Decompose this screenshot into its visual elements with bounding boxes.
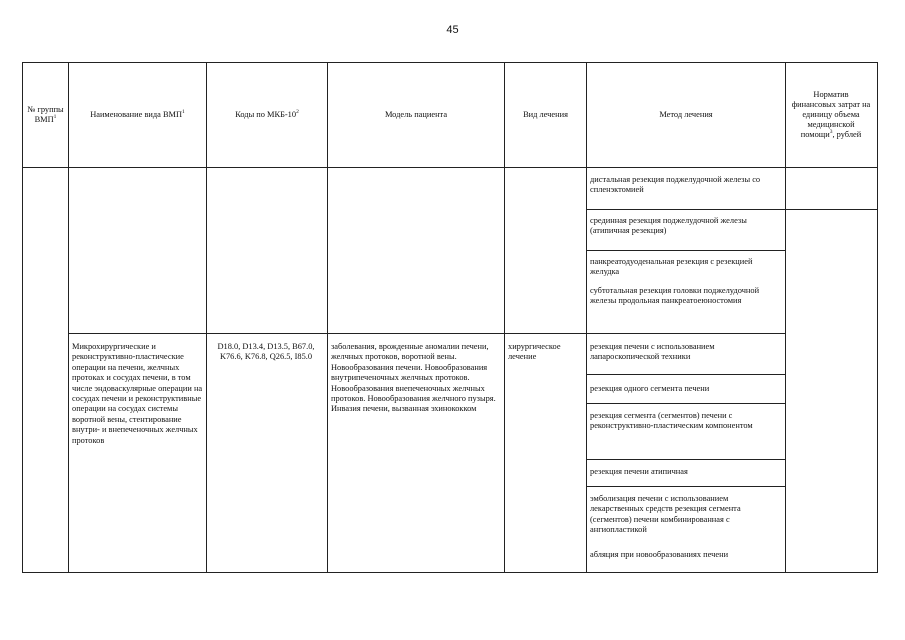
header-vmp-name: Наименование вида ВМП$^1$ xyxy=(90,109,185,119)
page-number: 45 xyxy=(446,24,459,36)
treatment-type-cell: хирургическое лечение xyxy=(508,342,561,362)
method-cell: резекция сегмента (сегментов) печени с реконструктивно-пластическим компонентом xyxy=(590,411,753,431)
method-cell: субтотальная резекция головки поджелудочной железы продольная панкреатоеюностомия xyxy=(590,286,760,306)
method-cell: резекция одного сегмента печени xyxy=(590,384,710,393)
header-treatment-method: Метод лечения xyxy=(659,110,713,119)
header-treatment-type: Вид лечения xyxy=(523,110,568,119)
method-cell: абляция при новообразованиях печени xyxy=(590,550,729,559)
header-group-no: № группы ВМП$^1$ xyxy=(27,105,64,124)
method-cell: срединная резекция поджелудочной железы (атипичная резекция) xyxy=(590,216,747,236)
vmp-name-cell: Микрохирургические и реконструктивно-пластические операции на печени, желчных протоках и сосудах печени, в том числе эндоваскулярные операции на сосудах печени и реконструктивные операции на сосудах системы воротной вены, стентирование внутри- и внепеченочных желчных протоков xyxy=(72,342,203,445)
icd-codes-cell: D18.0, D13.4, D13.5, B67.0, K76.6, K76.8, Q26.5, I85.0 xyxy=(217,342,315,362)
method-cell: резекция печени атипичная xyxy=(590,467,688,476)
method-cell: панкреатодуоденальная резекция с резекцией желудка xyxy=(590,257,753,277)
method-cell: резекция печени с использованием лапароскопической техники xyxy=(590,342,715,362)
header-patient-model: Модель пациента xyxy=(384,110,448,119)
method-cell: дистальная резекция поджелудочной железы со спленэктомией xyxy=(590,175,761,195)
patient-model-cell: заболевания, врожденные аномалии печени, желчных протоков, воротной вены. Новообразования печени. Новообразования внутрипеченочных желчных протоков. Новообразования внепеченочных желчных протоков. Новообразования желчного пузыря. Инвазия печени, вызванная эхинококком xyxy=(331,342,496,414)
method-cell: эмболизация печени с использованием лекарственных средств резекция сегмента (сегментов) печени комбинированная с ангиопластикой xyxy=(590,494,741,535)
header-cost-norm: Норматив финансовых затрат на единицу объема медицинской помощи$^3$, рублей xyxy=(791,90,871,139)
header-icd-codes: Коды по МКБ-$10^2$ xyxy=(235,109,299,119)
